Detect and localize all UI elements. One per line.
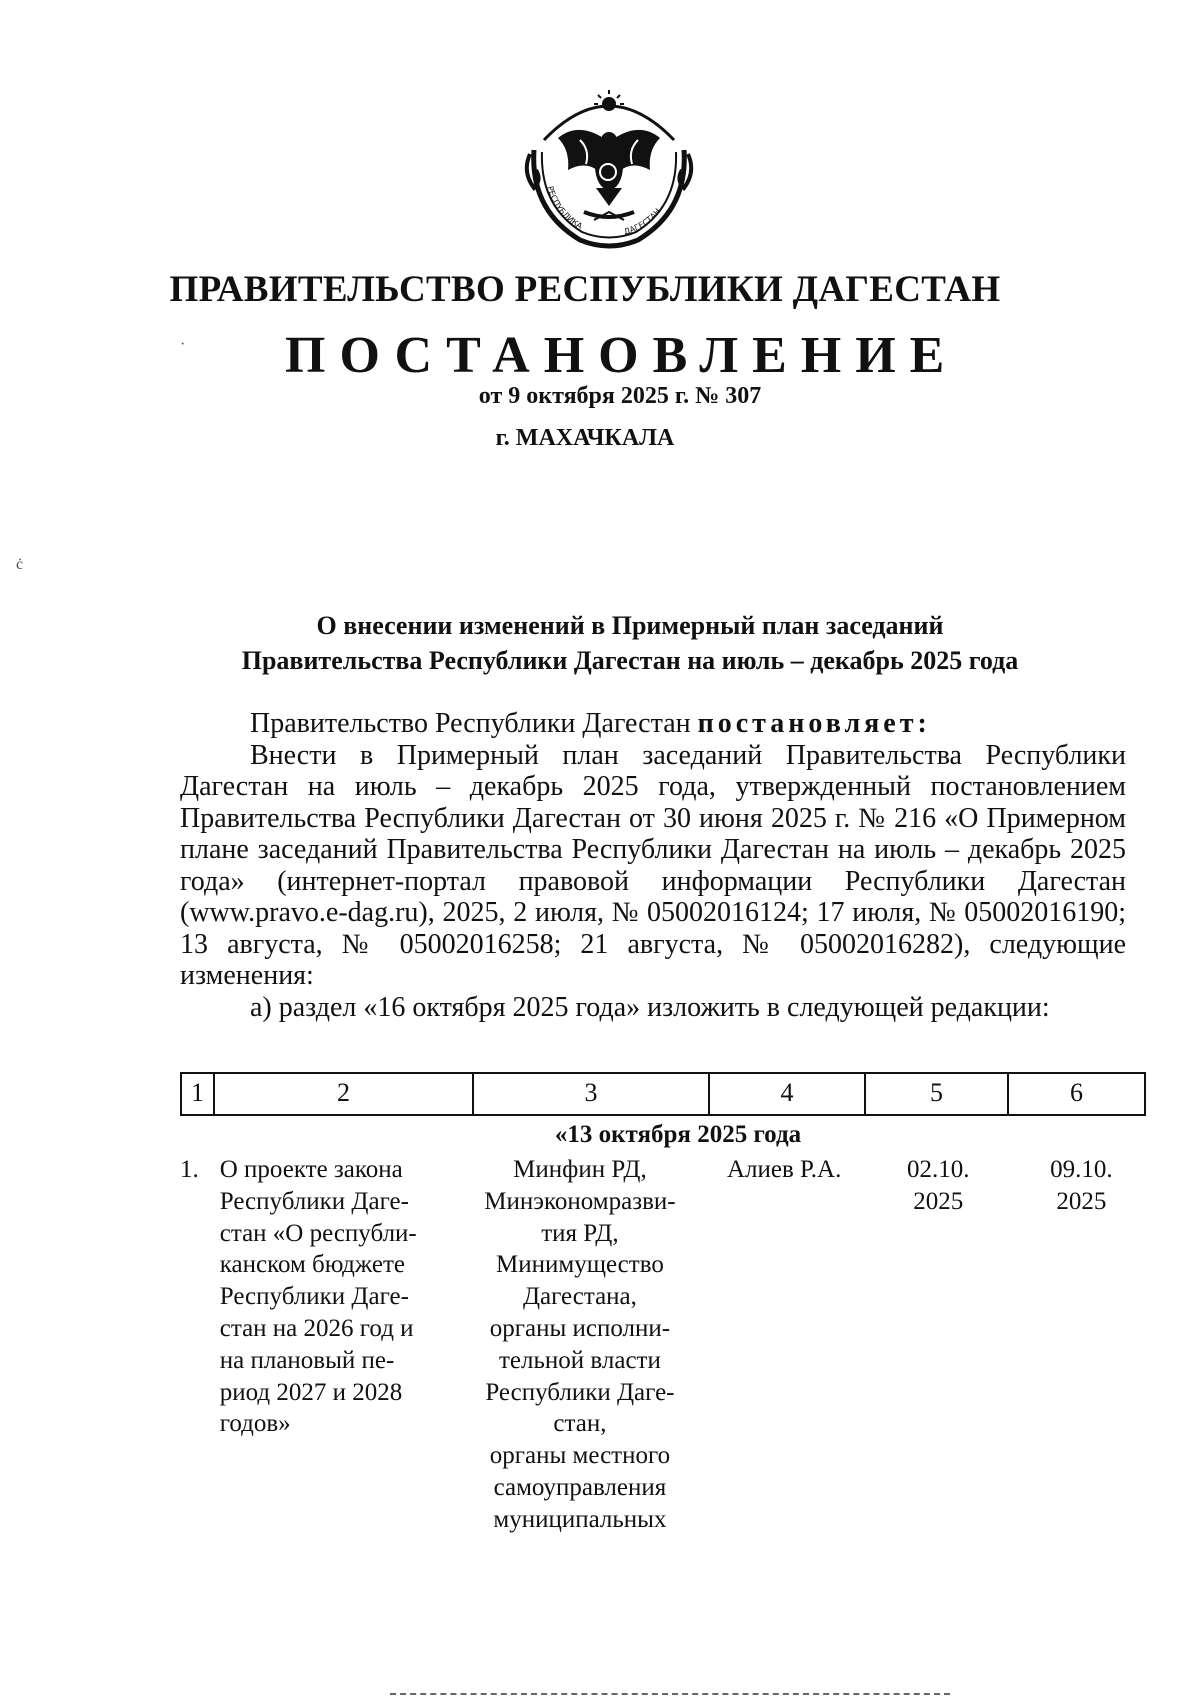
- document-subject: [180, 608, 1080, 678]
- table-section-title: «13 октября 2025 года: [554, 1121, 802, 1148]
- date-line: 2025: [913, 1187, 964, 1215]
- row-person: Алиев Р.А.: [726, 1156, 842, 1183]
- responsible-line: органы местного: [489, 1442, 671, 1470]
- responsible-line: муниципальных: [493, 1505, 667, 1533]
- topic-line: годов»: [219, 1410, 291, 1438]
- table-header-cell: 4: [710, 1074, 866, 1114]
- emblem-text-left: РЕСПУБЛИКА: [545, 185, 584, 231]
- document-body: [180, 708, 1126, 1023]
- row-responsible: [463, 1154, 697, 1536]
- responsible-line: тельной власти: [499, 1346, 661, 1374]
- scan-speck: ċ: [16, 556, 24, 573]
- intro-prefix: Правительство Республики Дагестан: [250, 708, 698, 739]
- table-header-row: [180, 1072, 1146, 1116]
- table-header-cell: 6: [1009, 1074, 1146, 1114]
- responsible-line: Минфин РД,: [513, 1156, 647, 1183]
- table-row: [180, 1154, 1146, 1536]
- row-date-1: [864, 1154, 1003, 1536]
- intro-paragraph: [180, 708, 1126, 740]
- table-header-cell: 5: [866, 1074, 1009, 1114]
- page-bottom-scan-line: [390, 1693, 950, 1695]
- responsible-line: Дагестана,: [522, 1283, 637, 1311]
- topic-line: риод 2027 и 2028: [219, 1378, 403, 1406]
- document-date-number: от 9 октября 2025 г. № 307: [478, 383, 762, 409]
- responsible-line: самоуправления: [493, 1473, 667, 1501]
- item-a-paragraph: а) раздел «16 октября 2025 года» изложить в следующей редакции:: [250, 991, 1050, 1023]
- table-header-cell: 2: [215, 1074, 474, 1114]
- main-paragraph: Внести в Примерный план заседаний Правительства Республики Дагестан на июль – декабрь 2025 года, утвержденный постановлением Правительства Республики Дагестан от 30 июня 2025 г. № 216 «О Примерном плане заседаний Правительства Республики Дагестан на июль – декабрь 2025 года» (интернет-портал правовой информации Республики Дагестан (www.pravo.e-dag.ru), 2025, 2 июля, № 05002016124; 17 июля, № 05002016190; 13 августа, № 05002016258; 21 августа, № 05002016282), следующие изменения:: [180, 739, 1126, 991]
- plan-table: [180, 1072, 1146, 1536]
- topic-line: канском бюджете: [219, 1251, 405, 1279]
- document-type-title: ПОСТАНОВЛЕНИЕ: [285, 327, 959, 384]
- emblem-text-right: ДАГЕСТАН: [622, 206, 663, 237]
- government-heading: ПРАВИТЕЛЬСТВО РЕСПУБЛИКИ ДАГЕСТАН: [169, 269, 1001, 310]
- responsible-line: тия РД,: [541, 1219, 619, 1247]
- topic-line: стан «О республи-: [219, 1219, 417, 1247]
- intro-decree-word: постановляет:: [697, 708, 931, 739]
- responsible-line: стан,: [553, 1410, 607, 1438]
- date-line: 2025: [1056, 1187, 1107, 1215]
- document-city: г. МАХАЧКАЛА: [495, 425, 675, 451]
- topic-line: на плановый пе-: [219, 1346, 395, 1374]
- topic-line: О проекте закона: [219, 1156, 403, 1183]
- subject-line-1: О внесении изменений в Примерный план заседаний: [316, 611, 944, 640]
- table-header-cell: 3: [474, 1074, 710, 1114]
- table-header-cell: 1: [182, 1074, 215, 1114]
- subject-line-2: Правительства Республики Дагестан на июль – декабрь 2025 года: [241, 646, 1019, 675]
- coat-of-arms-emblem: [520, 80, 698, 255]
- responsible-line: органы исполни-: [489, 1314, 671, 1342]
- row-date-2: [1003, 1154, 1146, 1536]
- responsible-line: Минимущество: [496, 1251, 664, 1279]
- topic-line: Республики Даге-: [219, 1283, 409, 1311]
- responsible-line: Республики Даге-: [485, 1378, 675, 1406]
- topic-line: стан на 2026 год и: [219, 1314, 414, 1342]
- responsible-line: Минэкономразви-: [484, 1187, 676, 1215]
- date-line: 09.10.: [1050, 1156, 1113, 1183]
- row-topic: [220, 1154, 463, 1536]
- date-line: 02.10.: [907, 1156, 970, 1183]
- topic-line: Республики Даге-: [219, 1187, 409, 1215]
- row-number: 1.: [180, 1156, 199, 1183]
- scan-speck: ·: [180, 336, 186, 353]
